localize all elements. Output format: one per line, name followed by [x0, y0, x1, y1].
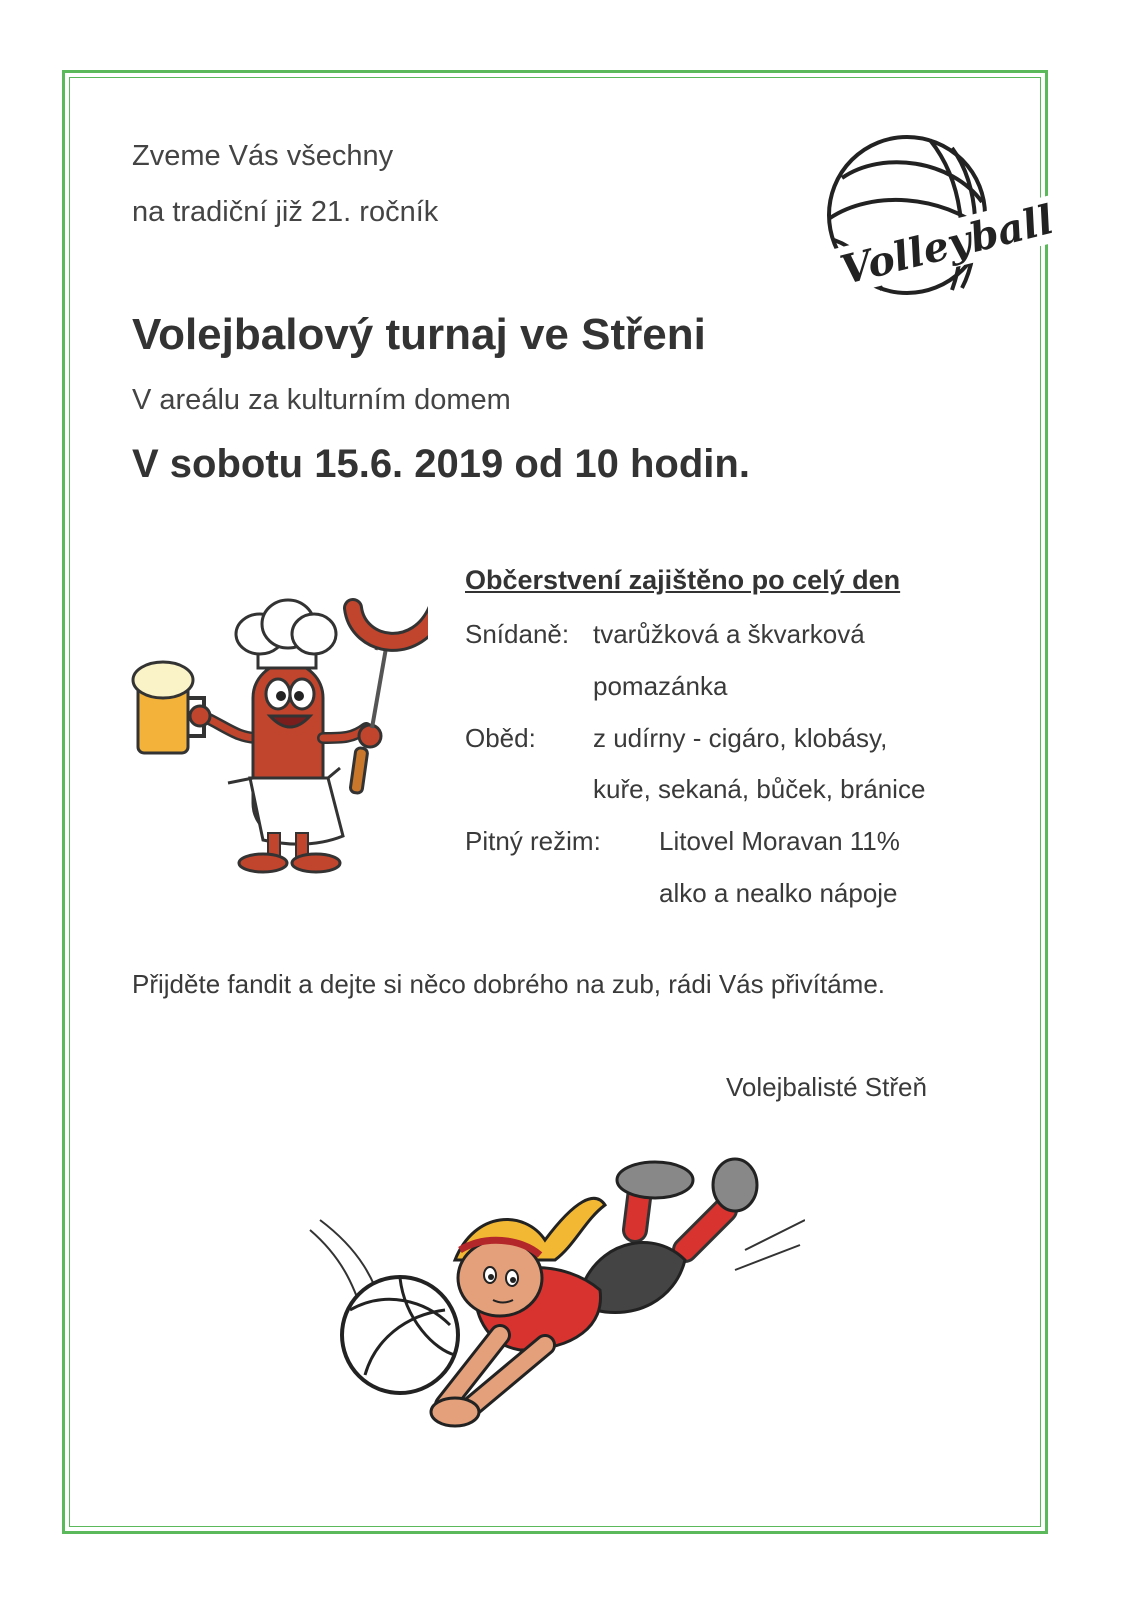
menu-lunch-line-2: kuře, sekaná, bůček, bránice	[593, 774, 926, 804]
event-datetime: V sobotu 15.6. 2019 od 10 hodin.	[132, 442, 750, 486]
menu-drinks-line-1: Litovel Moravan 11%	[659, 826, 900, 856]
signature: Volejbalisté Střeň	[726, 1072, 927, 1102]
volleyball-logo-text: Volleyball	[830, 195, 1064, 296]
volleyball-player-icon	[305, 1150, 805, 1435]
menu-breakfast-line-1: tvarůžková a škvarková	[593, 619, 865, 649]
menu-label-breakfast: Snídaně:	[465, 619, 570, 649]
menu-breakfast-line-2: pomazánka	[593, 671, 728, 701]
menu-label-drinks: Pitný režim:	[465, 826, 601, 856]
sausage-chef-icon	[128, 588, 428, 878]
invitation-line-1: Zveme Vás všechny	[132, 140, 394, 172]
event-venue: V areálu za kulturním domem	[132, 384, 511, 416]
closing-message: Přijděte fandit a dejte si něco dobrého na zub, rádi Vás přivítáme.	[132, 969, 885, 999]
invitation-line-2: na tradiční již 21. ročník	[132, 196, 439, 228]
menu-lunch-line-1: z udírny - cigáro, klobásy,	[593, 723, 888, 753]
event-title: Volejbalový turnaj ve Střeni	[132, 310, 706, 359]
menu-label-lunch: Oběd:	[465, 723, 536, 753]
refreshments-heading: Občerstvení zajištěno po celý den	[465, 565, 901, 595]
menu-drinks-line-2: alko a nealko nápoje	[659, 878, 898, 908]
